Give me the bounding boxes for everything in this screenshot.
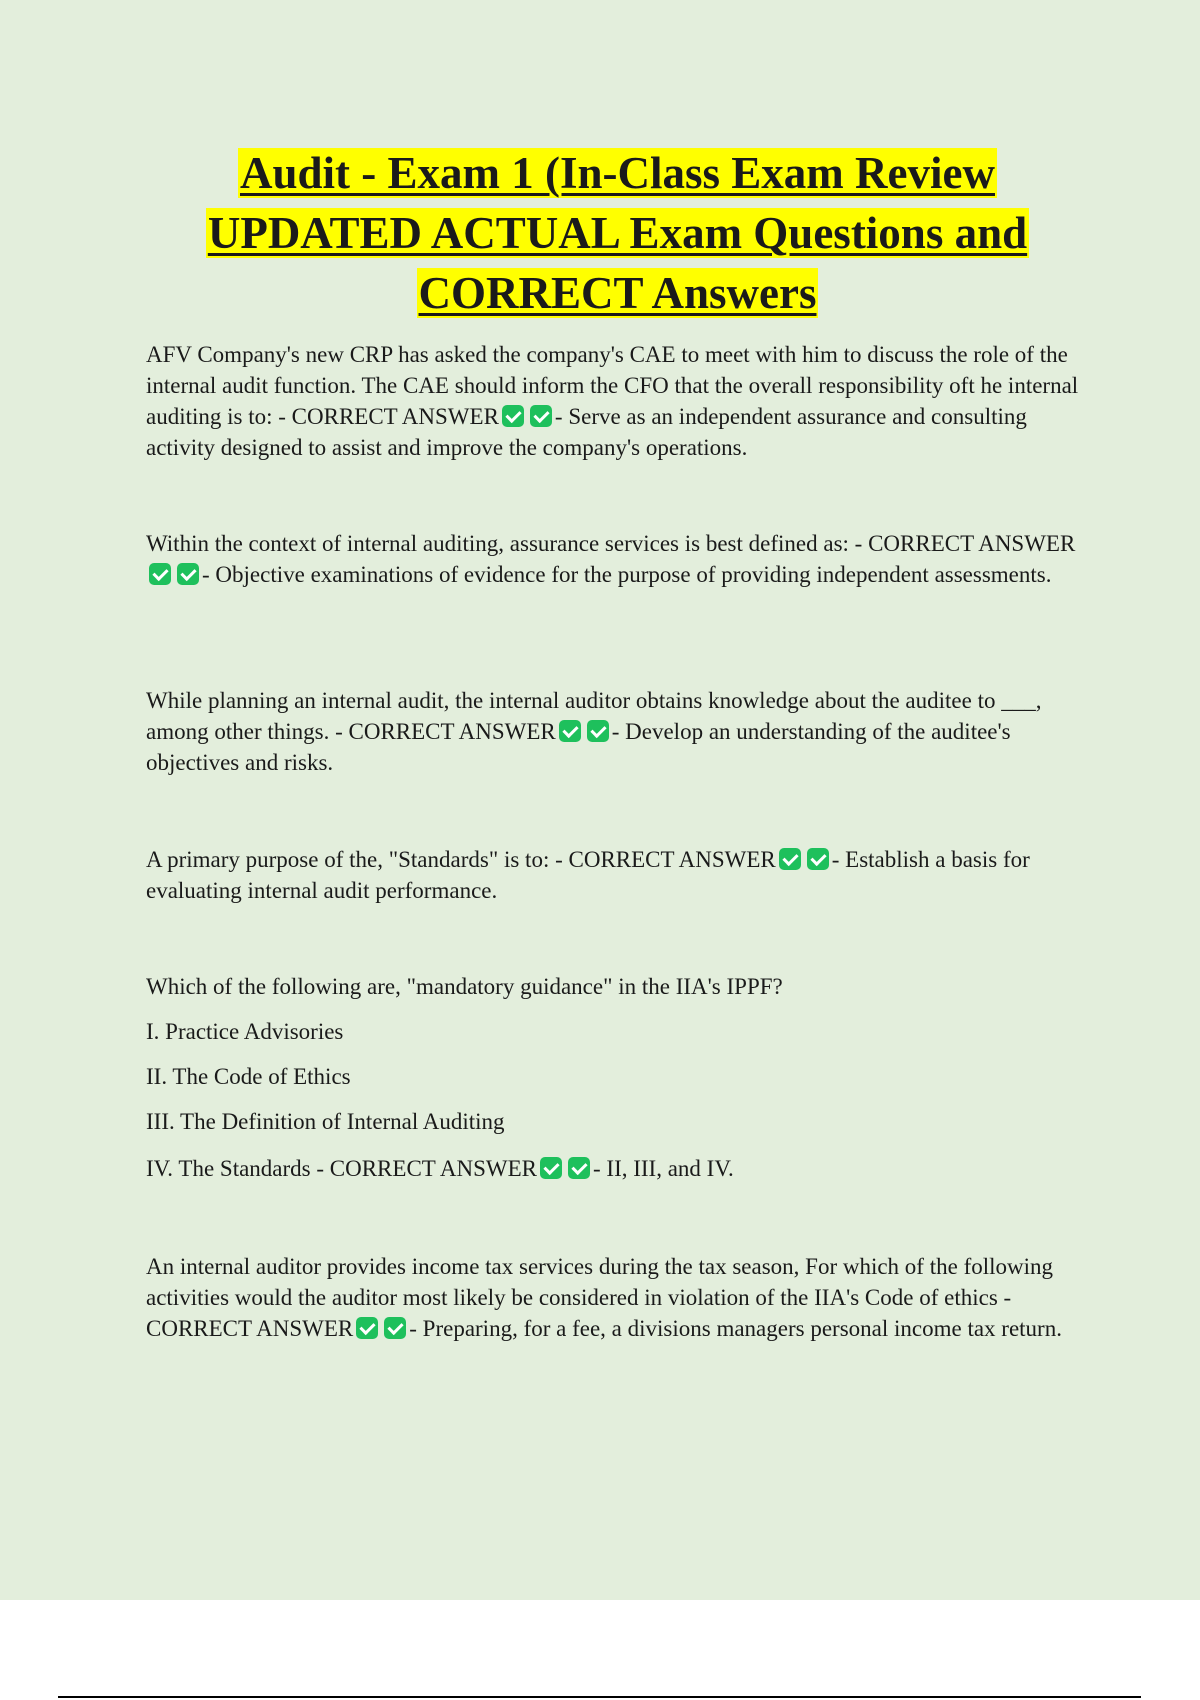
title-line-3: CORRECT Answers [418,268,817,318]
check-box-icon [177,563,199,585]
check-box-icon [807,848,829,870]
check-box-icon [559,720,581,742]
check-box-icon [356,1317,378,1339]
qa-item-6 [146,1251,1088,1344]
question-text: While planning an internal audit, the internal auditor obtains knowledge about the auditee to ___, among other things. - CORRECT ANSWER [146,688,1042,744]
qa-item-1 [146,339,1088,463]
check-box-icon [530,405,552,427]
qa-paragraph [146,1251,1088,1344]
check-box-icon [779,848,801,870]
question-text: Which of the following are, "mandatory guidance" in the IIA's IPPF? [146,974,783,999]
check-box-icon [149,563,171,585]
answer-text: - Develop an understanding of the auditee's objectives and risks. [146,719,1011,775]
qa-item-2 [146,528,1088,590]
question-text: Within the context of internal auditing, assurance services is best defined as: - CORRECT ANSWER [146,531,1076,556]
qa-item-4 [146,844,1088,906]
option-item: II. The Code of Ethics [146,1064,351,1089]
qa-item-3 [146,685,1088,778]
check-box-icon [384,1317,406,1339]
answer-text: - Objective examinations of evidence for the purpose of providing independent assessments. [202,562,1052,587]
answer-text: - Serve as an independent assurance and consulting activity designed to assist and improve the company's operations. [146,404,1027,460]
qa-paragraph [146,1153,1088,1184]
check-box-icon [502,405,524,427]
qa-paragraph [146,685,1088,778]
title-line-1: Audit - Exam 1 (In-Class Exam Review [239,148,995,198]
answer-text: - Establish a basis for evaluating internal audit performance. [146,847,1030,903]
qa-paragraph [146,528,1088,590]
page-divider [58,1696,1141,1698]
question-text: AFV Company's new CRP has asked the company's CAE to meet with him to discuss the role of the internal audit function. The CAE should inform the CFO that the overall responsibility oft he internal auditing is to: - CORRECT ANSWER [146,342,1079,429]
check-box-icon [587,720,609,742]
answer-text: - II, III, and IV. [593,1156,734,1181]
qa-paragraph [146,844,1088,906]
option-item: IV. The Standards - CORRECT ANSWER [146,1156,538,1181]
document-title [110,143,1125,323]
qa-paragraph [146,339,1088,463]
check-box-icon [568,1157,590,1179]
option-item: III. The Definition of Internal Auditing [146,1109,505,1134]
question-text: A primary purpose of the, "Standards" is to: - CORRECT ANSWER [146,847,776,872]
answer-text: - Preparing, for a fee, a divisions managers personal income tax return. [409,1316,1062,1341]
title-line-2: UPDATED ACTUAL Exam Questions and [207,208,1028,258]
qa-item-5 [146,971,1088,1184]
option-item: I. Practice Advisories [146,1019,344,1044]
question-text: An internal auditor provides income tax services during the tax season, For which of the following activities would the auditor most likely be considered in violation of the IIA's Code of ethics - CORRECT ANSWER [146,1254,1054,1341]
check-box-icon [540,1157,562,1179]
